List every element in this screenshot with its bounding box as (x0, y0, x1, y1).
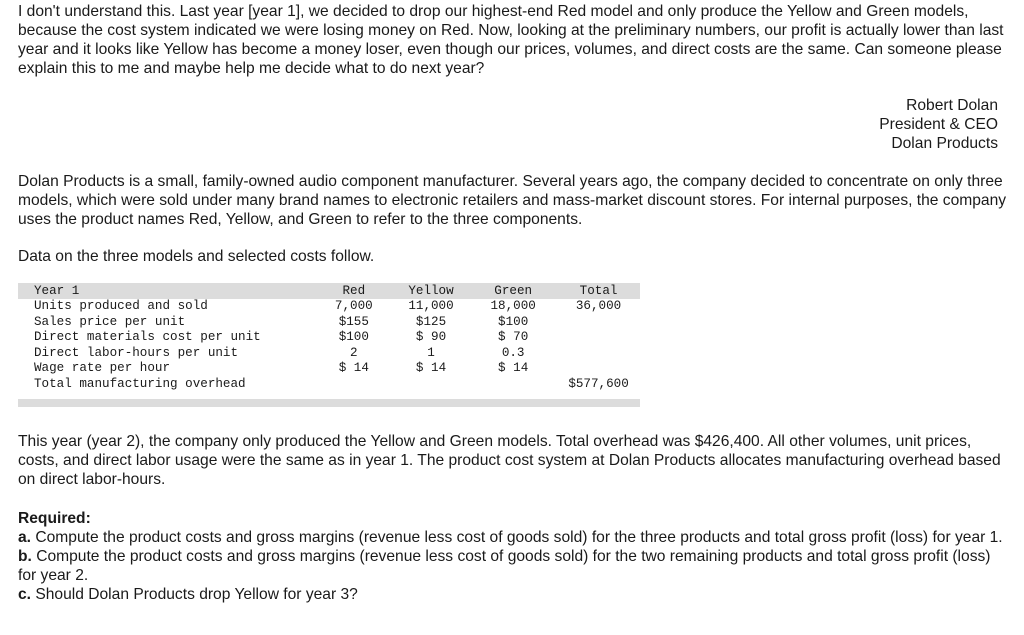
row-label: Sales price per unit (34, 314, 186, 329)
company-description: Dolan Products is a small, family-owned audio component manufacturer. Several years ago, the company decided to concentrate on only three models, which were sold under many brand names to electronic retailers and mass-market discount stores. For internal purposes, the company uses the product names Red, Yellow, and Green to refer to the three components. (18, 173, 1007, 228)
table-row (18, 299, 640, 315)
cell-green: $100 (498, 314, 529, 329)
signature-company: Dolan Products (891, 135, 998, 152)
header-year: Year 1 (34, 284, 80, 298)
cell-total: 36,000 (575, 299, 622, 313)
cell-green: 18,000 (490, 299, 536, 313)
requirement-letter: c. (18, 586, 32, 603)
header-total: Total (579, 284, 618, 298)
cost-data-table (18, 283, 640, 393)
required-title: Required: (18, 510, 91, 527)
requirement-text: Compute the product costs and gross margins (revenue less cost of goods sold) for the three products and total gross profit (loss) for year 1. (35, 529, 1003, 546)
cell-yellow: 11,000 (408, 299, 454, 313)
cost-data-table-container (18, 283, 640, 408)
header-red: Red (342, 284, 366, 298)
table-row (18, 315, 640, 331)
signature-block (879, 96, 998, 153)
cell-total (557, 315, 640, 331)
table-header-row (18, 283, 640, 299)
requirement-item-a (18, 528, 1008, 547)
cell-red (315, 377, 393, 393)
cell-yellow: $125 (415, 314, 447, 329)
requirement-item-b (18, 547, 1008, 585)
table-row (18, 346, 640, 362)
cell-red: $ 14 (338, 361, 369, 376)
cell-red: $100 (338, 330, 369, 345)
cell-green: 0.3 (501, 345, 525, 360)
required-section (18, 509, 1008, 604)
table-row (18, 330, 640, 346)
requirement-text: Compute the product costs and gross margins (revenue less cost of goods sold) for the two remaining products and total gross profit (loss) for year 2. (18, 548, 991, 584)
row-label: Direct materials cost per unit (34, 330, 261, 345)
signature-name: Robert Dolan (906, 97, 998, 114)
cell-yellow: $ 14 (415, 361, 447, 376)
row-label: Total manufacturing overhead (34, 376, 246, 391)
cell-total (557, 361, 640, 377)
table-footer-bar (18, 399, 640, 407)
cell-yellow: 1 (427, 345, 435, 360)
requirement-letter: a. (18, 529, 32, 546)
row-label: Units produced and sold (34, 299, 208, 313)
header-green: Green (494, 284, 533, 298)
table-row (18, 377, 640, 393)
row-label: Direct labor-hours per unit (34, 345, 239, 360)
cell-red: 7,000 (334, 299, 373, 313)
requirement-letter: b. (18, 548, 32, 565)
header-yellow: Yellow (408, 284, 454, 298)
requirement-item-c (18, 585, 1008, 604)
cell-yellow (393, 377, 469, 393)
cell-yellow: $ 90 (415, 330, 447, 345)
signature-title: President & CEO (879, 116, 998, 133)
row-label: Wage rate per hour (34, 361, 171, 376)
cell-total (557, 346, 640, 362)
requirement-text: Should Dolan Products drop Yellow for year 3? (35, 586, 358, 603)
cell-total: $577,600 (568, 376, 629, 391)
cell-green (469, 377, 557, 393)
table-row (18, 361, 640, 377)
cell-red: $155 (338, 314, 369, 329)
ceo-message: I don't understand this. Last year [year 1], we decided to drop our highest-end Red model and only produce the Yellow and Green models, because the cost system indicated we were losing money on Red. Now, looking at the preliminary numbers, our profit is actually lower than last year and it looks like Yellow has become a money loser, even though our prices, volumes, and direct costs are the same. Can someone please explain this to me and maybe help me decide what to do next year? (18, 3, 1004, 77)
cell-green: $ 70 (498, 330, 529, 345)
data-intro-text: Data on the three models and selected costs follow. (18, 248, 375, 265)
year2-description: This year (year 2), the company only produced the Yellow and Green models. Total overhead was $426,400. All other volumes, unit prices, costs, and direct labor usage were the same as in year 1. The product cost system at Dolan Products allocates manufacturing overhead based on direct labor-hours. (18, 433, 1001, 488)
cell-total (557, 330, 640, 346)
cell-green: $ 14 (498, 361, 529, 376)
cell-red: 2 (350, 345, 358, 360)
